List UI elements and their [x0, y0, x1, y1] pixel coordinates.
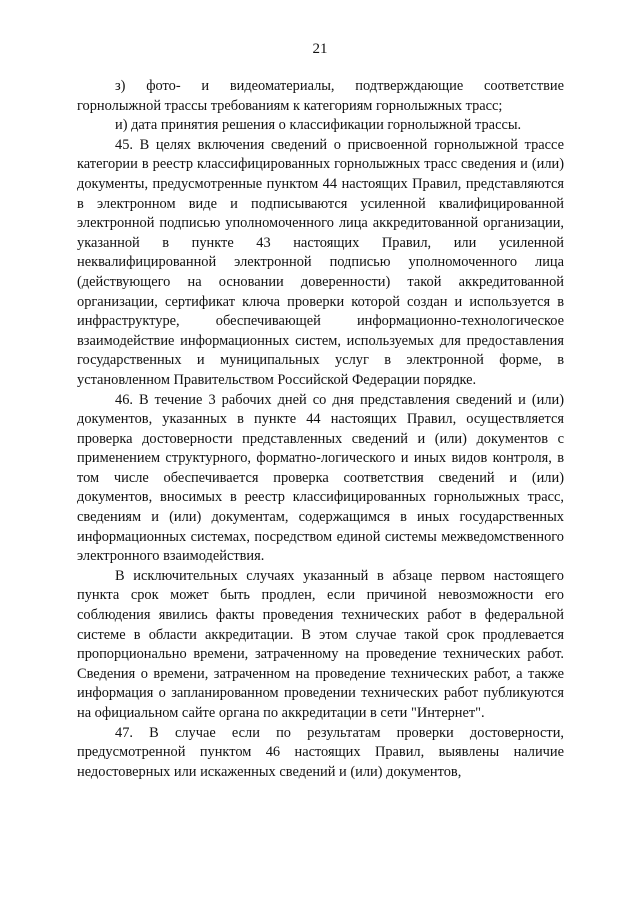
- paragraph-47: 47. В случае если по результатам проверки достоверности, предусмотренной пунктом 46 настоящих Правил, выявлены наличие недостоверных или искаженных сведений и (или) документов,: [77, 724, 564, 780]
- paragraph-item-i: и) дата принятия решения о классификации горнолыжной трассы.: [115, 117, 522, 134]
- paragraph-46-exception: В исключительных случаях указанный в абзаце первом настоящего пункта срок может быть продлен, если причиной невозможности его соблюдения явились факты проведения технических работ в федеральной системе в области аккредитации. В этом случае такой срок продлевается пропорционально времени, затраченному на проведение технических работ. Сведения о времени, затраченном на проведение технических работ, а также информация о запланированном проведении технических работ публикуются на официальном сайте органа по аккредитации в сети "Интернет".: [77, 567, 564, 721]
- paragraph-45: 45. В целях включения сведений о присвоенной горнолыжной трассе категории в реестр классифицированных горнолыжных трасс сведения и (или) документы, предусмотренные пунктом 44 настоящих Правил, представляются в электронном виде и подписываются усиленной квалифицированной электронной подписью уполномоченного лица аккредитованной организации, указанной в пункте 43 настоящих Правил, или усиленной неквалифицированной электронной подписью уполномоченного лица (действующего на основании доверенности) такой аккредитованной организации, сертификат ключа проверки которой создан и используется в инфраструктуре, обеспечивающей информационно-технологическое взаимодействие информационных систем, используемых для предоставления государственных и муниципальных услуг в электронной форме, в установленном Правительством Российской Федерации порядке.: [77, 136, 564, 388]
- document-body: [77, 77, 564, 782]
- paragraph-46: 46. В течение 3 рабочих дней со дня представления сведений и (или) документов, указанных в пункте 44 настоящих Правил, осуществляется проверка достоверности представленных сведений и (или) документов с применением структурного, форматно-логического и иных видов контроля, в том числе обеспечивается проверка соответствия сведений и (или) документов, вносимых в реестр классифицированных горнолыжных трасс, сведениям и (или) документам, содержащимся в иных государственных информационных системах, посредством единой системы межведомственного электронного взаимодействия.: [77, 391, 564, 565]
- page-number: 21: [312, 41, 328, 57]
- paragraph-item-z: з) фото- и видеоматериалы, подтверждающие соответствие горнолыжной трассы требованиям к категориям горнолыжных трасс;: [77, 78, 564, 114]
